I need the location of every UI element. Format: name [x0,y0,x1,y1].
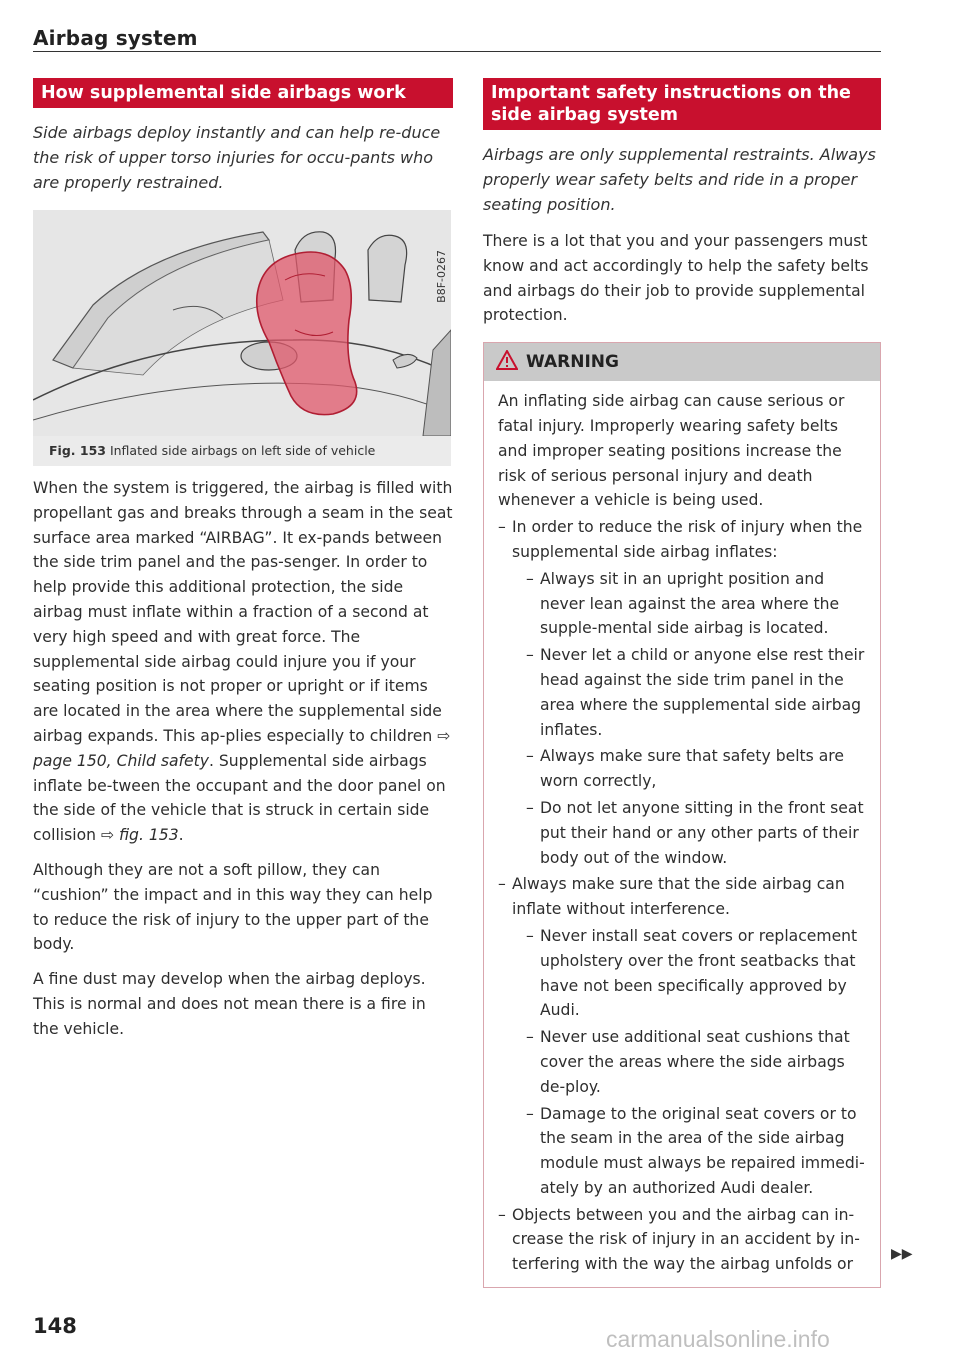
left-column [33,78,453,1042]
xref-child-safety-link[interactable]: ⇨ page 150, Child safety [33,726,451,770]
right-column [483,78,881,1288]
figure-label: Fig. 153 [49,443,106,458]
warning-sub-bullet: – Never use additional seat cushions that cover the areas where the side airbags de-ploy. [512,1025,868,1099]
warning-sub-bullet: – Never let a child or anyone else rest their head against the side trim panel in the area where the supplemental side airbag inflates. [512,643,868,742]
warning-sub-bullet: – Never install seat covers or replacement upholstery over the front seatbacks that have not been specifically approved by Audi. [512,924,868,1023]
warning-sub-bullet: – Damage to the original seat covers or to the seam in the area of the side airbag module must always be repaired immedi-ately by an authorized Audi dealer. [512,1102,868,1201]
watermark: carmanualsonline.info [606,1326,830,1352]
continue-arrow-icon: ▶▶ [891,1246,913,1262]
warning-bullet: – Objects between you and the airbag can in-crease the risk of injury in an accident by in-terfering with the way the airbag unfolds or [498,1203,868,1277]
p1-text-a: When the system is triggered, the airbag is filled with propellant gas and breaks through a seam in the seat surface area marked “AIRBAG”. It ex-pands between the side trim panel and the pas-senger. In order to help provide this additional protection, the side airbag must inflate within a fraction of a second at very high speed and with great force. The supplemental side airbag could injure you if your seating position is not proper or upright or if items are located in the area where the supplemental side airbag expands. This ap-plies especially to children [33,479,453,745]
warning-sub-bullet: – Always sit in an upright position and never lean against the area where the supple-mental side airbag is located. [512,567,868,641]
warning-box [483,342,881,1288]
section-lead-right: Airbags are only supplemental restraints. Always properly wear safety belts and ride in a proper seating position. [483,145,876,214]
warning-bullet: – Always make sure that the side airbag can inflate without interference. [498,872,868,922]
warning-intro: An inflating side airbag can cause serious or fatal injury. Improperly wearing safety belts and improper seating positions increase the risk of serious personal injury and death whenever a vehicle is being used. [498,392,845,510]
left-paragraph-2: Although they are not a soft pillow, they can “cushion” the impact and in this way they can help to reduce the risk of injury to the upper part of the body. [33,860,433,954]
left-paragraph-1 [33,476,453,848]
section-lead: Side airbags deploy instantly and can help re-duce the risk of upper torso injuries for occu-pants who are properly restrained. [33,123,441,192]
xref-fig-153-link[interactable]: ⇨ fig. 153 [100,826,179,845]
header-rule [33,51,881,52]
warning-triangle-icon [496,350,518,375]
figure-153 [33,210,451,466]
section-heading-side-airbags-work: How supplemental side airbags work [33,78,453,108]
warning-bullet: – In order to reduce the risk of injury when the supplemental side airbag inflates: [498,515,868,565]
airbag-illustration [33,210,451,436]
right-paragraph-1: There is a lot that you and your passengers must know and act accordingly to help the safety belts and airbags do their job to provide supplemental protection. [483,232,869,325]
warning-title: WARNING [526,352,619,373]
left-paragraph-3: A fine dust may develop when the airbag deploys. This is normal and does not mean there is a fire in the vehicle. [33,970,426,1038]
figure-caption [33,436,451,466]
warning-sub-bullet: – Always make sure that safety belts are worn correctly, [512,744,868,794]
figure-caption-text: Inflated side airbags on left side of vehicle [109,443,376,458]
figure-code: B8F-0267 [435,250,448,303]
section-heading-safety-instructions: Important safety instructions on the side airbag system [483,78,881,130]
p1-text-c: . [178,826,184,845]
p1-text-b: . Supplemental side airbags inflate be-tween the occupant and the door panel on the side of the vehicle that is struck in certain side collision [33,751,446,845]
page-number: 148 [33,1314,77,1338]
page-header-title: Airbag system [33,26,198,50]
warning-sub-bullet: – Do not let anyone sitting in the front seat put their hand or any other parts of their body out of the window. [512,796,868,870]
warning-body [484,381,880,1287]
warning-header [484,343,880,381]
